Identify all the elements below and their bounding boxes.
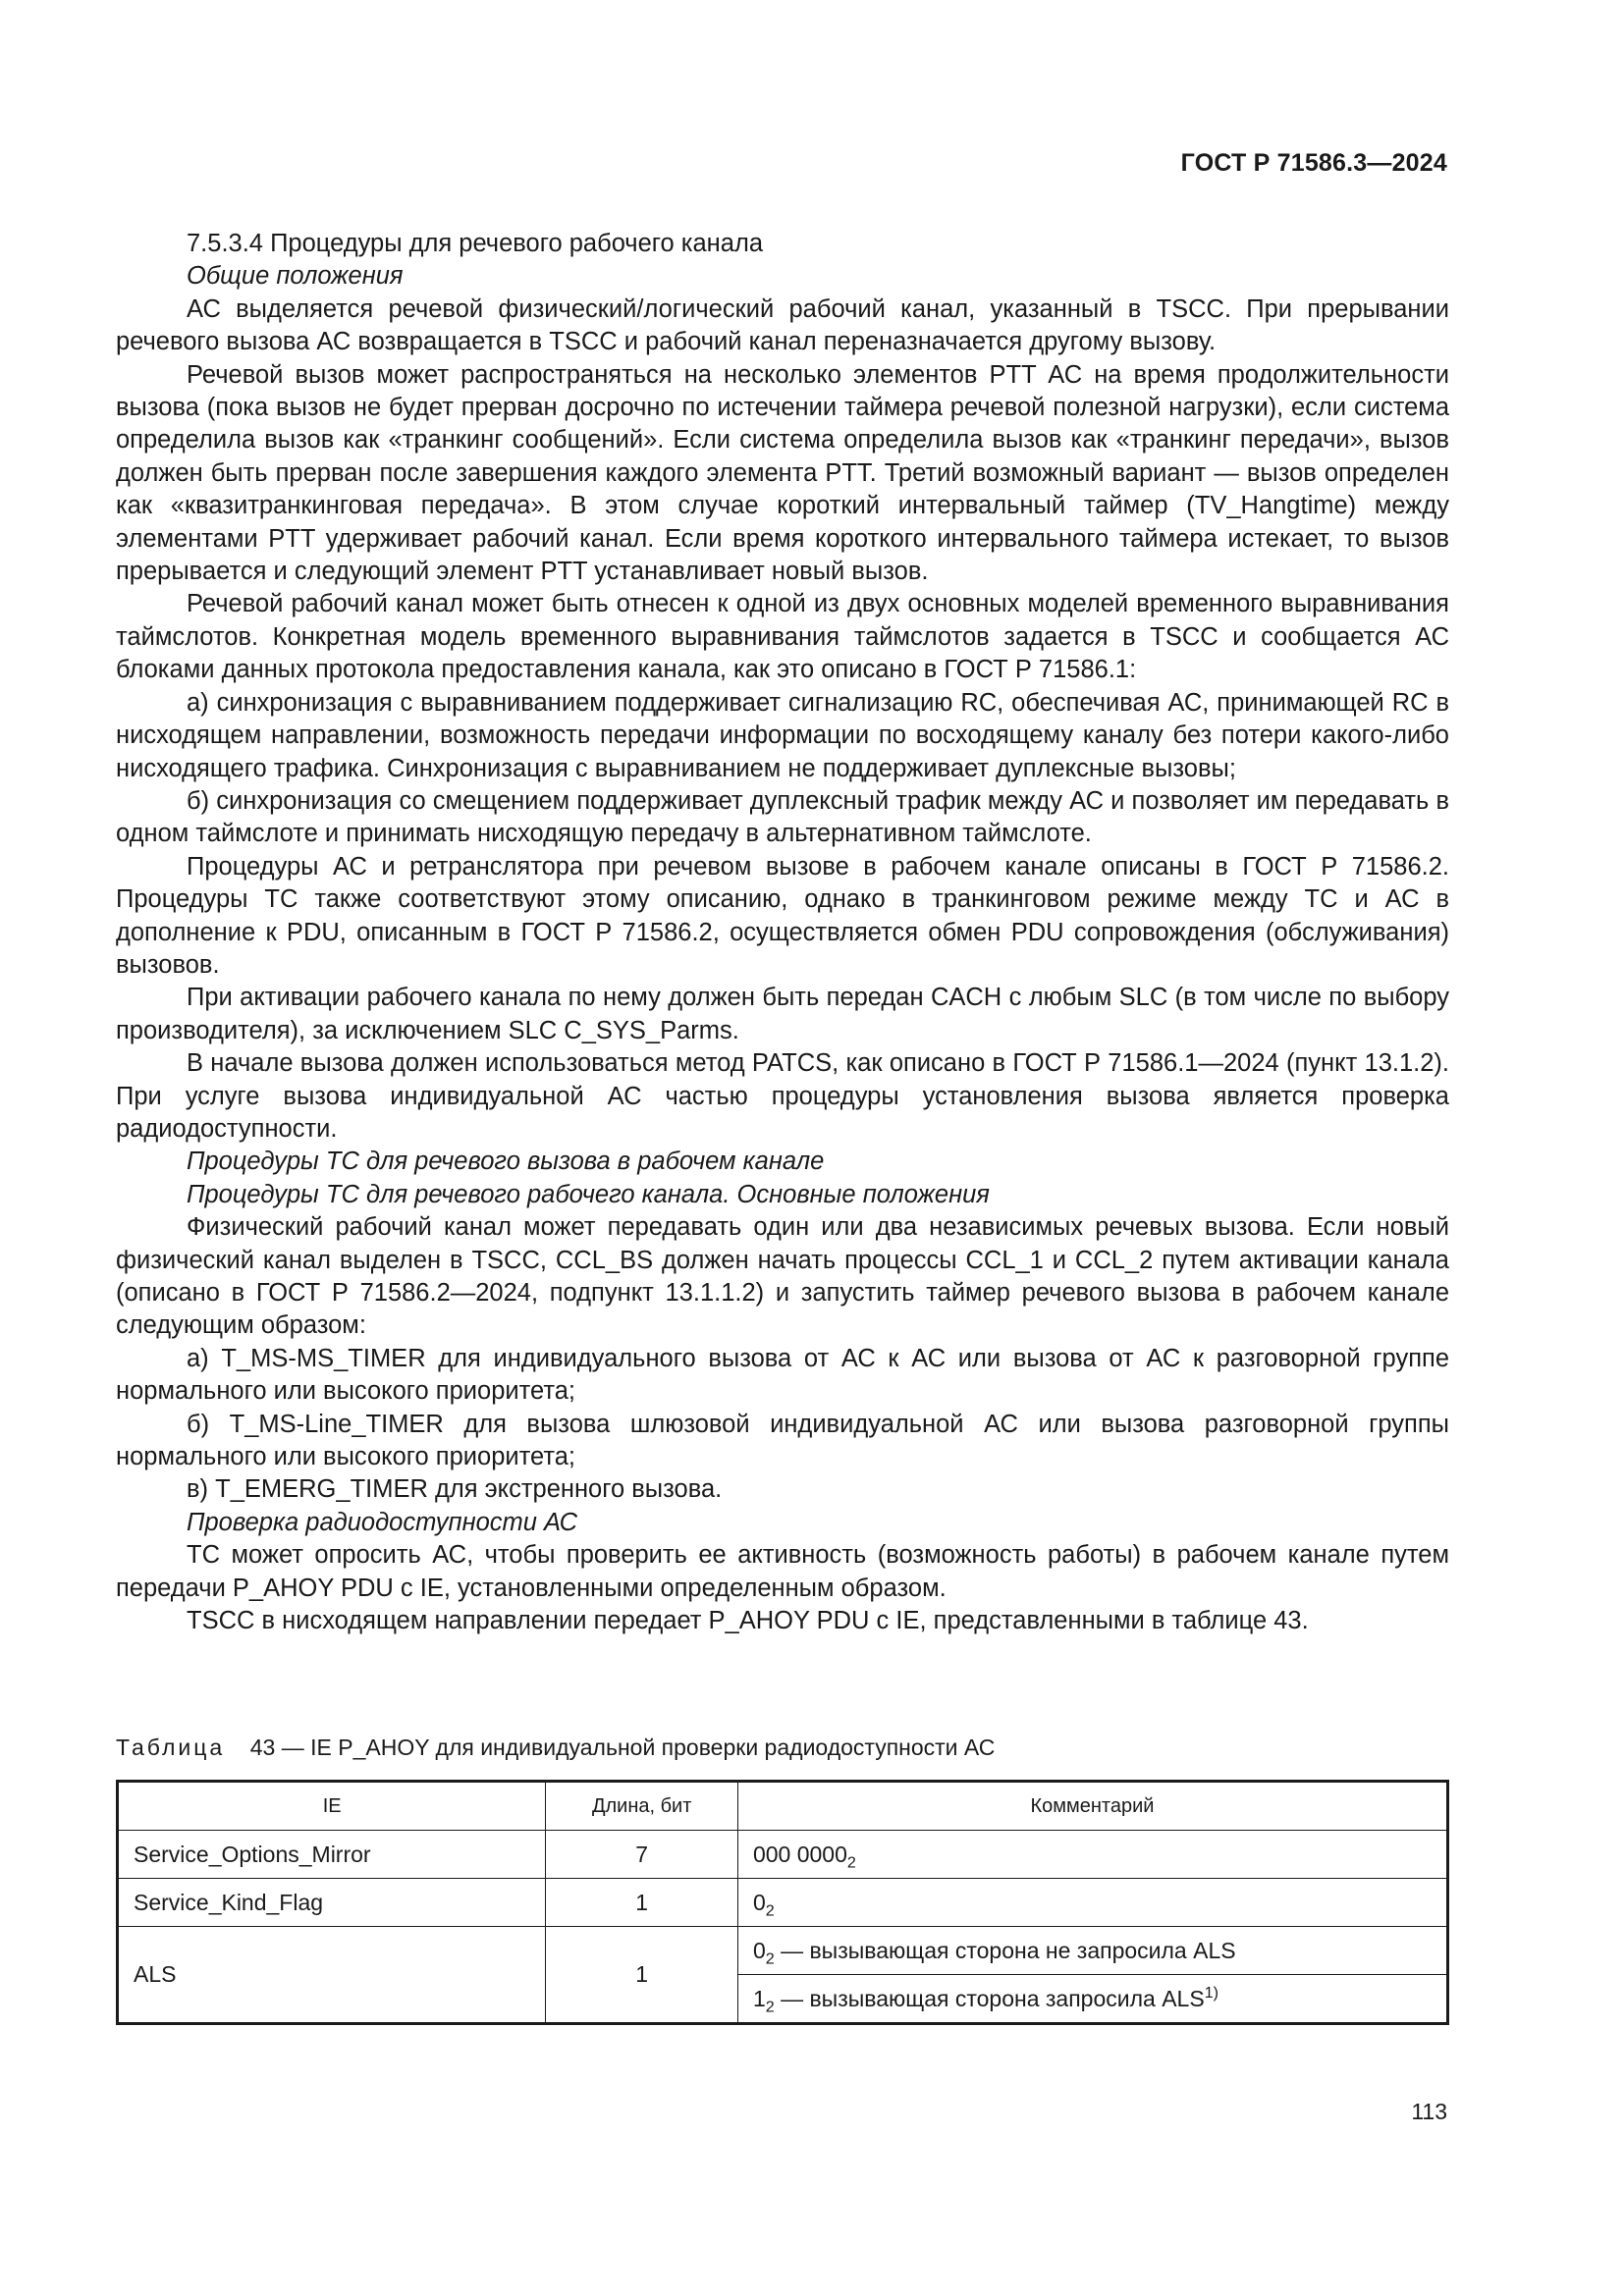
cell-comment: $0_2$ [737, 1879, 1447, 1927]
cell-comment: $0_2$ — вызывающая сторона не запросила ALS [737, 1927, 1447, 1975]
section-subheading: Проверка радиодоступности АС [187, 1508, 578, 1536]
paragraph: В начале вызова должен использоваться метод PATCS, как описано в ГОСТ Р 71586.1—2024 (пункт 13.1.2). При услуге вызова индивидуальной АС частью процедуры установления вызова является проверка радиодоступности. [116, 1049, 1449, 1143]
header-comment: Комментарий [737, 1782, 1447, 1831]
table-row [118, 1879, 1448, 1927]
section-subheading: Процедуры ТС для речевого рабочего канала. Основные положения [187, 1180, 990, 1208]
table-row [118, 1927, 1448, 1975]
header-length: Длина, бит [546, 1782, 738, 1831]
paragraph: б) T_MS-Line_TIMER для вызова шлюзовой индивидуальной АС или вызова разговорной группы нормального или высокого приоритета; [116, 1410, 1449, 1471]
table-header-row [118, 1782, 1448, 1831]
table-row [118, 1831, 1448, 1879]
cell-length: 7 [546, 1831, 738, 1879]
header-ie: IE [118, 1782, 546, 1831]
paragraph: ТС может опросить АС, чтобы проверить ее активность (возможность работы) в рабочем канале путем передачи P_AHOY PDU с IE, установленными определенным образом. [116, 1541, 1449, 1602]
document-code-header: ГОСТ Р 71586.3—2024 [1180, 149, 1447, 177]
paragraph: а) T_MS-MS_TIMER для индивидуального вызова от АС к АС или вызова от АС к разговорной группе нормального или высокого приоритета; [116, 1344, 1449, 1406]
paragraph: а) синхронизация с выравниванием поддерживает сигнализацию RC, обеспечивая АС, принимающей RC в нисходящем направлении, возможность передачи информации по восходящему каналу без потери какого-либо нисходящего трафика. Синхронизация с выравниванием не поддерживает дуплексные вызовы; [116, 688, 1449, 782]
cell-ie: ALS [118, 1927, 546, 2024]
cell-length: 1 [546, 1927, 738, 2024]
paragraph: При активации рабочего канала по нему должен быть передан CACH с любым SLC (в том числе по выбору производителя), за исключением SLC C_SYS_Parms. [116, 984, 1449, 1044]
paragraph: Процедуры АС и ретранслятора при речевом вызове в рабочем канале описаны в ГОСТ Р 71586.2. Процедуры ТС также соответствуют этому описанию, однако в транкинговом режиме между ТС и АС в дополнение к PDU, описанным в ГОСТ Р 71586.2, осуществляется обмен PDU сопровождения (обслуживания) вызовов. [116, 852, 1449, 979]
cell-ie: Service_Kind_Flag [118, 1879, 546, 1927]
cell-comment: 000 $0000_2$ [737, 1831, 1447, 1879]
paragraph: 7.5.3.4 Процедуры для речевого рабочего канала [187, 230, 764, 257]
paragraph: Речевой вызов может распространяться на несколько элементов PTT АС на время продолжительности вызова (пока вызов не будет прерван досрочно по истечении таймера речевой полезной нагрузки), если система определила вызов как «транкинг сообщений». Если система определила вызов как «транкинг передачи», вызов должен быть прерван после завершения каждого элемента PTT. Третий возможный вариант — вызов определен как «квазитранкинговая передача». В этом случае короткий интервальный таймер (TV_Hangtime) между элементами PTT удерживает рабочий канал. Если время короткого интервального таймера истекает, то вызов прерывается и следующий элемент PTT устанавливает новый вызов. [116, 360, 1449, 586]
cell-length: 1 [546, 1879, 738, 1927]
section-subheading: Общие положения [187, 262, 404, 291]
ie-table [116, 1780, 1449, 2025]
paragraph: Речевой рабочий канал может быть отнесен к одной из двух основных моделей временного выравнивания таймслотов. Конкретная модель временного выравнивания таймслотов задается в TSCC и сообщается АС блоками данных протокола предоставления канала, как это описано в ГОСТ Р 71586.1: [116, 590, 1449, 684]
table-caption-text: 43 — IE P_AHOY для индивидуальной проверки радиодоступности АС [249, 1735, 996, 1760]
table-caption-label: Таблица [116, 1735, 226, 1760]
paragraph: АС выделяется речевой физический/логический рабочий канал, указанный в TSCC. При прерывании речевого вызова АС возвращается в TSCC и рабочий канал переназначается другому вызову. [116, 294, 1449, 356]
page-number: 113 [1411, 2099, 1447, 2124]
table-caption [116, 1734, 1449, 1761]
paragraph: б) синхронизация со смещением поддерживает дуплексный трафик между АС и позволяет им передавать в одном таймслоте и принимать нисходящую передачу в альтернативном таймслоте. [116, 786, 1449, 848]
section-subheading: Процедуры ТС для речевого вызова в рабочем канале [187, 1148, 825, 1176]
body-text [116, 228, 1449, 1637]
cell-ie: Service_Options_Mirror [118, 1831, 546, 1879]
paragraph: Физический рабочий канал может передавать один или два независимых речевых вызова. Если новый физический канал выделен в TSCC, CCL_BS должен начать процессы CCL_1 и CCL_2 путем активации канала (описано в ГОСТ Р 71586.2—2024, подпункт 13.1.1.2) и запустить таймер речевого вызова в рабочем канале следующим образом: [116, 1213, 1449, 1340]
paragraph: TSCC в нисходящем направлении передает P_AHOY PDU с IE, представленными в таблице 43. [187, 1607, 1309, 1635]
paragraph: в) T_EMERG_TIMER для экстренного вызова. [187, 1475, 723, 1504]
cell-comment: $1_2$ — вызывающая сторона запросила ALS$^{1)}$ [737, 1975, 1447, 2024]
